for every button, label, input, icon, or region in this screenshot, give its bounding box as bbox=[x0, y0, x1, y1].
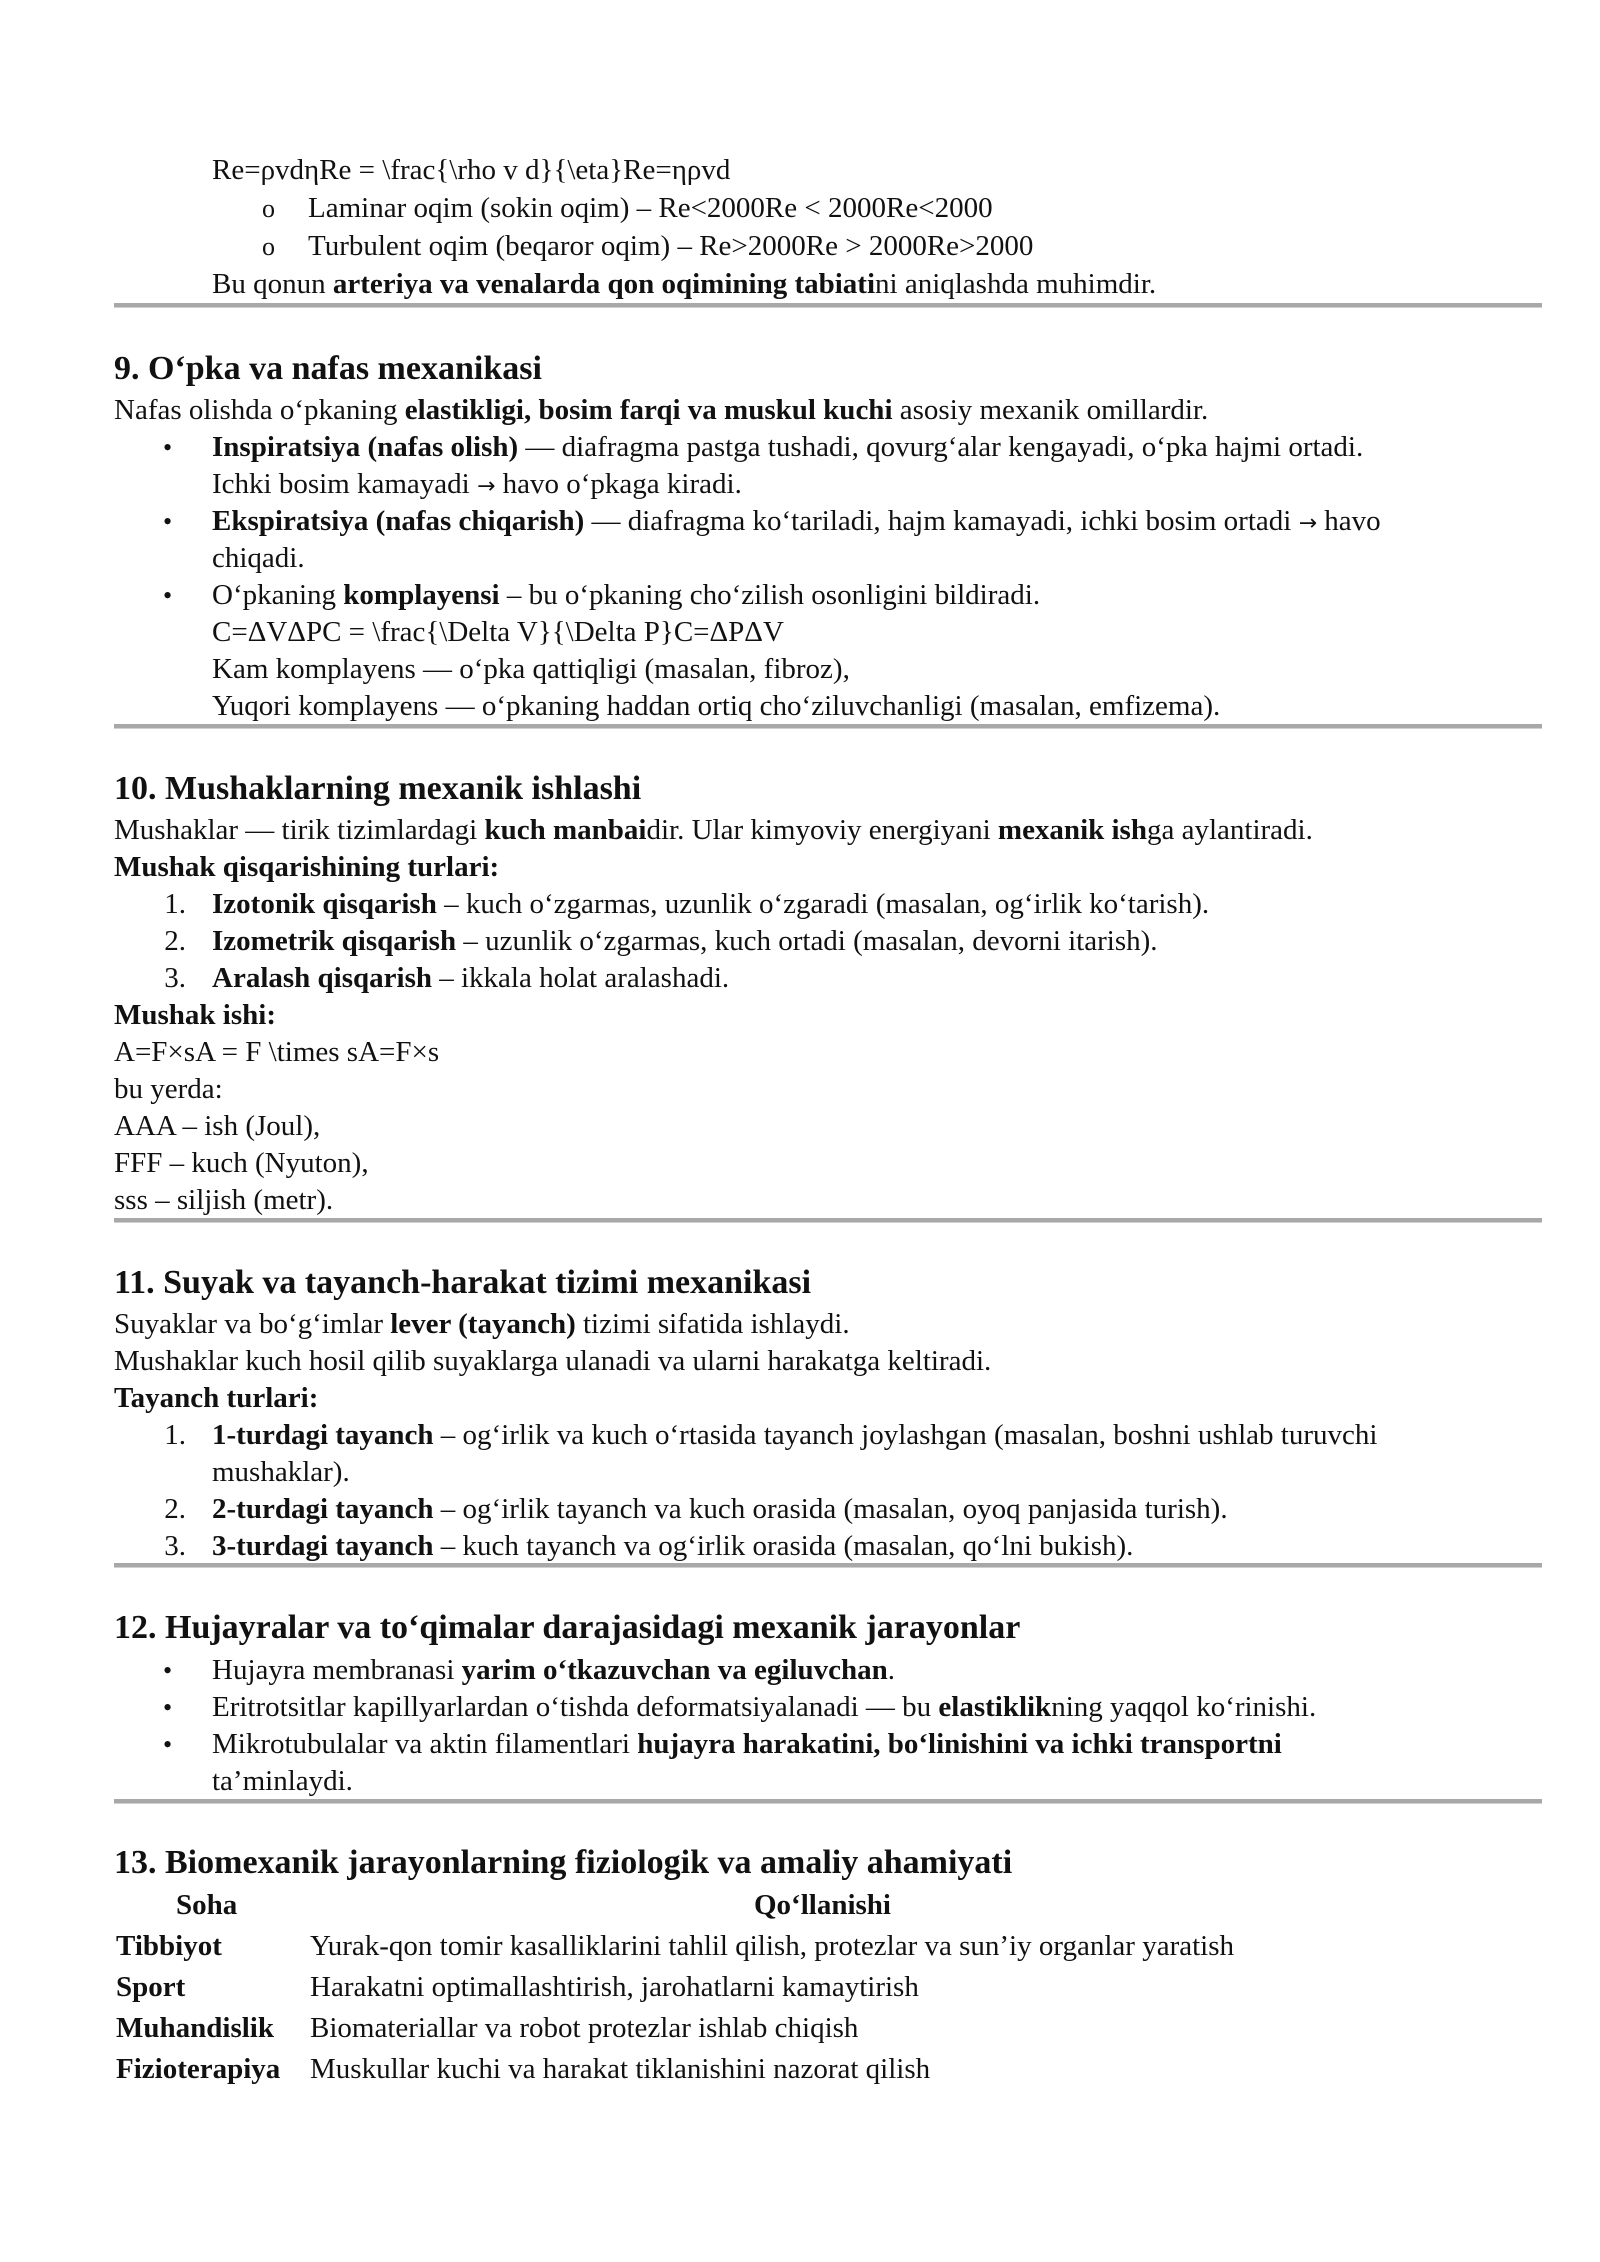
bullet-icon: • bbox=[163, 1656, 173, 1685]
section-10-title: 10. Mushaklarning mexanik ishlashi bbox=[114, 770, 642, 807]
section-12-title: 12. Hujayralar va to‘qimalar darajasidagi mexanik jarayonlar bbox=[114, 1609, 1021, 1646]
section-divider bbox=[114, 724, 1542, 729]
list-item: Aralash qisqarish – ikkala holat aralashadi. bbox=[212, 962, 730, 994]
definition-displacement: sss – siljish (metr). bbox=[114, 1184, 334, 1216]
erythrocyte-item: Eritrotsitlar kapillyarlardan o‘tishda deformatsiyalanadi — bu elastiklikning yaqqol ko‘rinishi. bbox=[212, 1691, 1317, 1723]
table-cell-soha: Fizioterapiya bbox=[116, 2053, 281, 2085]
section-11-title: 11. Suyak va tayanch-harakat tizimi mexanikasi bbox=[114, 1264, 812, 1301]
section-13-title: 13. Biomexanik jarayonlarning fiziologik va amaliy ahamiyati bbox=[114, 1844, 1013, 1881]
compliance-formula: C=ΔVΔPC = \frac{\Delta V}{\Delta P}C=ΔPΔV bbox=[212, 616, 784, 648]
list-item-line2: mushaklar). bbox=[212, 1456, 350, 1488]
lever-types-heading: Tayanch turlari: bbox=[114, 1382, 319, 1414]
bullet-icon: • bbox=[163, 433, 173, 462]
list-item: 3-turdagi tayanch – kuch tayanch va og‘irlik orasida (masalan, qo‘lni bukish). bbox=[212, 1530, 1134, 1562]
section-divider bbox=[114, 1799, 1542, 1804]
arrow-right-icon: → bbox=[476, 474, 496, 499]
low-compliance-text: Kam komplayens — o‘pka qattiqligi (masalan, fibroz), bbox=[212, 653, 850, 685]
list-item: 2-turdagi tayanch – og‘irlik tayanch va kuch orasida (masalan, oyoq panjasida turish). bbox=[212, 1493, 1228, 1525]
table-header-soha: Soha bbox=[176, 1889, 238, 1921]
microtubule-item: Mikrotubulalar va aktin filamentlari hujayra harakatini, bo‘linishini va ichki transportni bbox=[212, 1728, 1282, 1760]
microtubule-item-line2: ta’minlaydi. bbox=[212, 1765, 353, 1797]
section-9-title: 9. O‘pka va nafas mexanikasi bbox=[114, 350, 542, 387]
compliance-item: O‘pkaning komplayensi – bu o‘pkaning cho‘zilish osonligini bildiradi. bbox=[212, 579, 1041, 611]
bullet-icon: • bbox=[163, 581, 173, 610]
list-item: Izotonik qisqarish – kuch o‘zgarmas, uzunlik o‘zgaradi (masalan, og‘irlik ko‘tarish). bbox=[212, 888, 1210, 920]
section-divider bbox=[114, 303, 1542, 308]
sub-bullet-icon: o bbox=[262, 194, 275, 223]
work-formula: A=F×sA = F \times sA=F×s bbox=[114, 1036, 440, 1068]
section-9-intro: Nafas olishda o‘pkaning elastikligi, bosim farqi va muskul kuchi asosiy mexanik omillardir. bbox=[114, 394, 1209, 426]
section-10-intro: Mushaklar — tirik tizimlardagi kuch manbaidir. Ular kimyoviy energiyani mexanik ishga aylantiradi. bbox=[114, 814, 1313, 846]
table-cell-use: Muskullar kuchi va harakat tiklanishini nazorat qilish bbox=[310, 2053, 931, 2085]
high-compliance-text: Yuqori komplayens — o‘pkaning haddan ortiq cho‘ziluvchanligi (masalan, emfizema). bbox=[212, 690, 1221, 722]
contraction-types-heading: Mushak qisqarishining turlari: bbox=[114, 851, 500, 883]
table-cell-soha: Muhandislik bbox=[116, 2012, 274, 2044]
bullet-icon: • bbox=[163, 1730, 173, 1759]
section-11-line2: Mushaklar kuch hosil qilib suyaklarga ulanadi va ularni harakatga keltiradi. bbox=[114, 1345, 992, 1377]
list-number: 3. bbox=[164, 1530, 186, 1562]
definition-work: AAA – ish (Joul), bbox=[114, 1110, 321, 1142]
expiration-item-line2: chiqadi. bbox=[212, 542, 305, 574]
laminar-flow-item: Laminar oqim (sokin oqim) – Re<2000Re < 2000Re<2000 bbox=[308, 192, 993, 224]
where-text: bu yerda: bbox=[114, 1073, 223, 1105]
turbulent-flow-item: Turbulent oqim (beqaror oqim) – Re>2000Re > 2000Re>2000 bbox=[308, 230, 1034, 262]
membrane-item: Hujayra membranasi yarim o‘tkazuvchan va egiluvchan. bbox=[212, 1654, 896, 1686]
list-number: 2. bbox=[164, 925, 186, 957]
sub-bullet-icon: o bbox=[262, 232, 275, 261]
bullet-icon: • bbox=[163, 1693, 173, 1722]
arrow-right-icon: → bbox=[1298, 511, 1317, 536]
list-number: 3. bbox=[164, 962, 186, 994]
table-header-use: Qo‘llanishi bbox=[754, 1889, 891, 1921]
reynolds-note: Bu qonun arteriya va venalarda qon oqimining tabiatini aniqlashda muhimdir. bbox=[212, 268, 1157, 300]
expiration-item: Ekspiratsiya (nafas chiqarish) — diafragma ko‘tariladi, hajm kamayadi, ichki bosim ortadi → havo bbox=[212, 505, 1381, 537]
table-cell-soha: Sport bbox=[116, 1971, 186, 2003]
definition-force: FFF – kuch (Nyuton), bbox=[114, 1147, 369, 1179]
table-cell-soha: Tibbiyot bbox=[116, 1930, 222, 1962]
table-cell-use: Biomateriallar va robot protezlar ishlab chiqish bbox=[310, 2012, 859, 2044]
inspiration-item: Inspiratsiya (nafas olish) — diafragma pastga tushadi, qovurg‘alar kengayadi, o‘pka hajmi ortadi. bbox=[212, 431, 1364, 463]
list-number: 1. bbox=[164, 888, 186, 920]
reynolds-formula: Re=ρvdηRe = \frac{\rho v d}{\eta}Re=ηρvd bbox=[212, 154, 731, 186]
muscle-work-heading: Mushak ishi: bbox=[114, 999, 276, 1031]
section-11-line1: Suyaklar va bo‘g‘imlar lever (tayanch) tizimi sifatida ishlaydi. bbox=[114, 1308, 850, 1340]
list-item: 1-turdagi tayanch – og‘irlik va kuch o‘rtasida tayanch joylashgan (masalan, boshni ushlab turuvchi bbox=[212, 1419, 1378, 1451]
list-item: Izometrik qisqarish – uzunlik o‘zgarmas, kuch ortadi (masalan, devorni itarish). bbox=[212, 925, 1158, 957]
section-divider bbox=[114, 1218, 1542, 1223]
list-number: 2. bbox=[164, 1493, 186, 1525]
table-cell-use: Yurak-qon tomir kasalliklarini tahlil qilish, protezlar va sun’iy organlar yaratish bbox=[310, 1930, 1235, 1962]
bullet-icon: • bbox=[163, 507, 173, 536]
section-divider bbox=[114, 1563, 1542, 1568]
inspiration-item-line2: Ichki bosim kamayadi → havo o‘pkaga kiradi. bbox=[212, 468, 742, 500]
list-number: 1. bbox=[164, 1419, 186, 1451]
table-cell-use: Harakatni optimallashtirish, jarohatlarni kamaytirish bbox=[310, 1971, 919, 2003]
